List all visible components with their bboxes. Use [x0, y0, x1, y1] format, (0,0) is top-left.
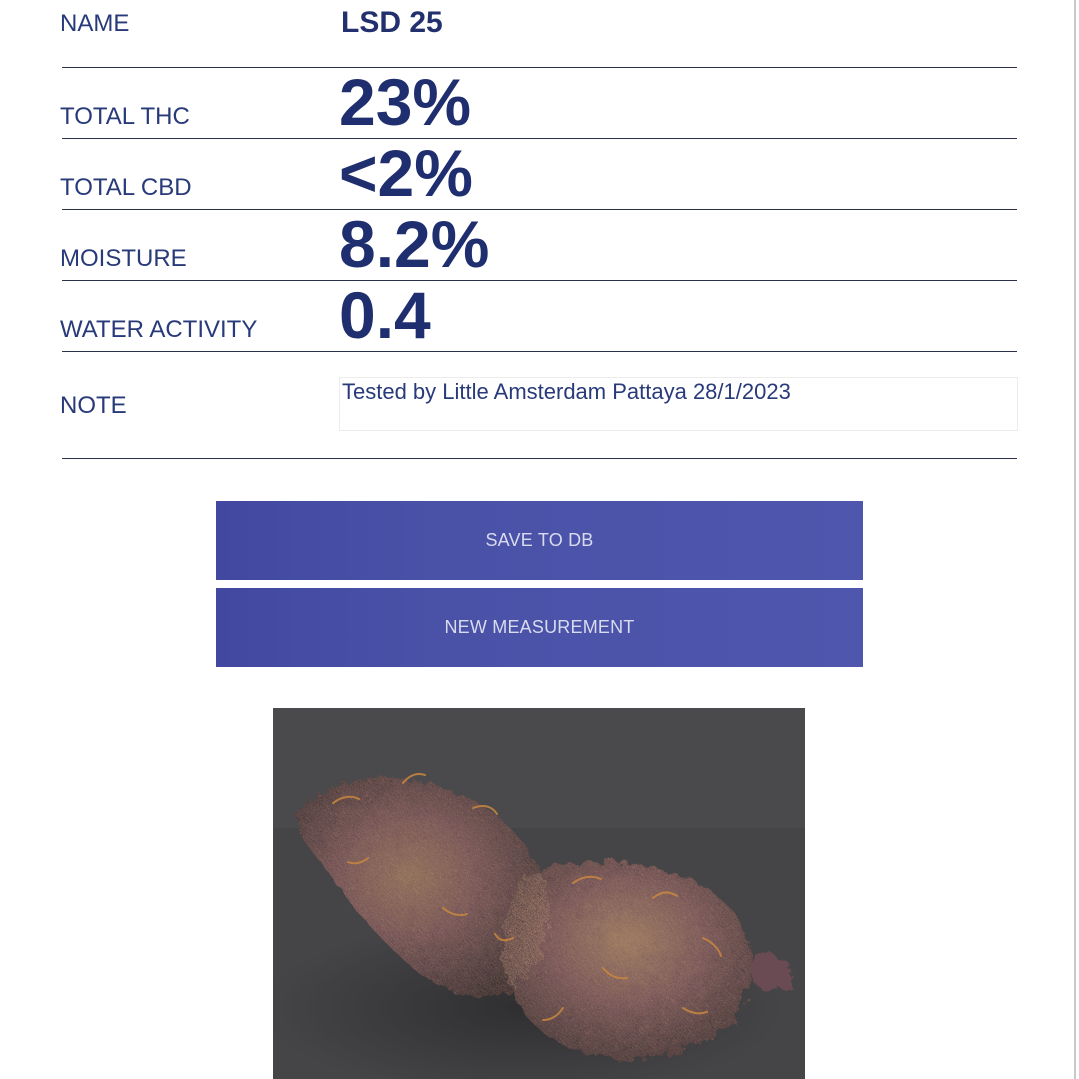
- divider: [62, 138, 1017, 139]
- water-activity-label: WATER ACTIVITY: [60, 316, 258, 343]
- note-text: Tested by Little Amsterdam Pattaya 28/1/2023: [342, 379, 791, 404]
- note-field[interactable]: [339, 377, 1018, 431]
- divider: [62, 280, 1017, 281]
- total-thc-label: TOTAL THC: [60, 103, 190, 130]
- sample-photo: [273, 708, 805, 1079]
- cannabis-bud-photo: [273, 708, 805, 1079]
- water-activity-value: 0.4: [339, 278, 431, 352]
- divider: [62, 458, 1017, 459]
- total-cbd-value: <2%: [339, 136, 473, 210]
- name-label: NAME: [60, 10, 130, 37]
- divider: [62, 67, 1017, 68]
- note-label: NOTE: [60, 392, 127, 419]
- divider: [62, 351, 1017, 352]
- total-thc-value: 23%: [339, 65, 472, 139]
- new-measurement-button[interactable]: NEW MEASUREMENT: [216, 588, 863, 667]
- moisture-label: MOISTURE: [60, 245, 187, 272]
- divider: [62, 209, 1017, 210]
- moisture-value: 8.2%: [339, 207, 490, 281]
- save-to-db-button[interactable]: SAVE TO DB: [216, 501, 863, 580]
- total-cbd-label: TOTAL CBD: [60, 174, 192, 201]
- name-value: LSD 25: [341, 6, 443, 39]
- scrollbar-edge: [1074, 0, 1076, 1079]
